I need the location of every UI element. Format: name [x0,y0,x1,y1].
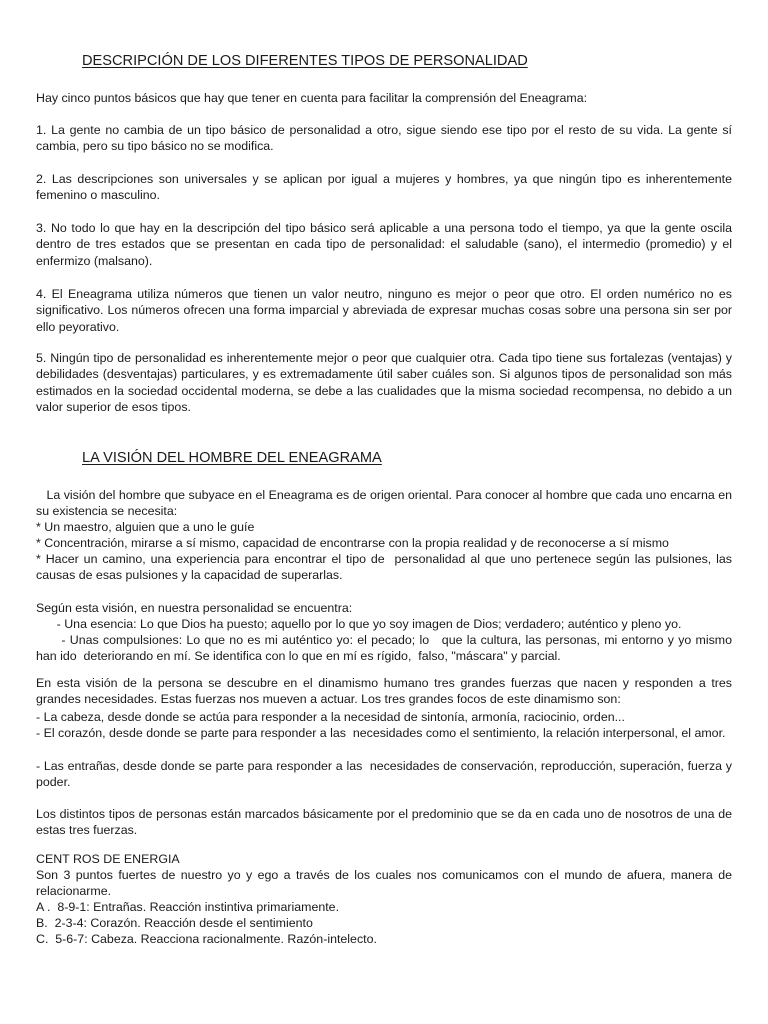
focus-item: - Las entrañas, desde donde se parte para responder a las necesidades de conservación, reproducción, superación, fuerza y poder. [36,759,736,790]
focus-item: - La cabeza, desde donde se actúa para responder a la necesidad de sintonía, armonía, raciocinio, orden... [36,710,625,724]
vision-statement: Según esta visión, en nuestra personalidad se encuentra: [36,601,353,615]
point-2: 2. Las descripciones son universales y se aplican por igual a mujeres y hombres, ya que ningún tipo es inherentemente femenino o masculino. [36,172,732,203]
centers-description: Son 3 puntos fuertes de nuestro yo y ego a través de los cuales nos comunicamos con el mundo de afuera, manera de relacionarme. [36,868,732,899]
essence-item: - Una esencia: Lo que Dios ha puesto; aquello por lo que yo soy imagen de Dios; verdadero; auténtico y pleno yo. [36,617,682,631]
predominance-paragraph: Los distintos tipos de personas están marcados básicamente por el predominio que se da en cada uno de nosotros de una de estas tres fuerzas. [36,807,732,838]
centers-title: CENT ROS DE ENERGIA [36,852,180,866]
need-item: * Concentración, mirarse a sí mismo, capacidad de encontrarse con la propia realidad y de reconocerse a sí mismo [36,536,669,550]
need-item: * Hacer un camino, una experiencia para encontrar el tipo de personalidad al que uno pertenece según las pulsiones, las causas de esas pulsiones y la capacidad de superarlas. [36,552,736,583]
center-item: A . 8-9-1: Entrañas. Reacción instintiva primariamente. [36,900,340,914]
point-5: 5. Ningún tipo de personalidad es inherentemente mejor o peor que cualquier otra. Cada tipo tiene sus fortalezas (ventajas) y debilidades (desventajas) particulares, y es extremadamente útil saber cuáles son. Si algunos tipos de personalidad son más estimados en la sociedad occidental moderna, se debe a las cualidades que la misma sociedad recompensa, no debido a un valor superior de esos tipos. [36,351,732,415]
focus-item: - El corazón, desde donde se parte para responder a las necesidades como el sentimiento, la relación interpersonal, el amor. [36,726,726,740]
point-4: 4. El Eneagrama utiliza números que tienen un valor neutro, ninguno es mejor o peor que otro. El orden numérico no es significativo. Los números ofrecen una forma imparcial y abreviada de expresar muchas cosas sobre una persona sin ser por ello peyorativo. [36,287,732,334]
vision-intro: La visión del hombre que subyace en el Eneagrama es de origen oriental. Para conocer al hombre que cada uno encarna en su existencia se necesita: [36,488,736,519]
section1-intro: Hay cinco puntos básicos que hay que tener en cuenta para facilitar la comprensión del Eneagrama: [36,91,588,105]
section-title-vision: LA VISIÓN DEL HOMBRE DEL ENEAGRAMA [82,450,382,466]
center-item: C. 5-6-7: Cabeza. Reacciona racionalmente. Razón-intelecto. [36,932,377,946]
dynamism-intro: En esta visión de la persona se descubre en el dinamismo humano tres grandes fuerzas que nacen y responden a tres grandes necesidades. Estas fuerzas nos mueven a actuar. Los tres grandes focos de este dinamismo son: [36,676,732,707]
point-3: 3. No todo lo que hay en la descripción del tipo básico será aplicable a una persona todo el tiempo, ya que la gente oscila dentro de tres estados que se presentan en cada tipo de personalidad: el saludable (sano), el intermedio (promedio) y el enfermizo (malsano). [36,221,732,268]
compulsions-item: - Unas compulsiones: Lo que no es mi auténtico yo: el pecado; lo que la cultura, las personas, mi entorno y yo mismo han ido deteriorando en mí. Se identifica con lo que en mí es rígido, falso, "máscara" y parcial. [36,633,736,664]
point-1: 1. La gente no cambia de un tipo básico de personalidad a otro, sigue siendo ese tipo por el resto de su vida. La gente sí cambia, pero su tipo básico no se modifica. [36,123,732,154]
need-item: * Un maestro, alguien que a uno le guíe [36,520,255,534]
section-title-personality-types: DESCRIPCIÓN DE LOS DIFERENTES TIPOS DE PERSONALIDAD [82,53,528,69]
center-item: B. 2-3-4: Corazón. Reacción desde el sentimiento [36,916,313,930]
